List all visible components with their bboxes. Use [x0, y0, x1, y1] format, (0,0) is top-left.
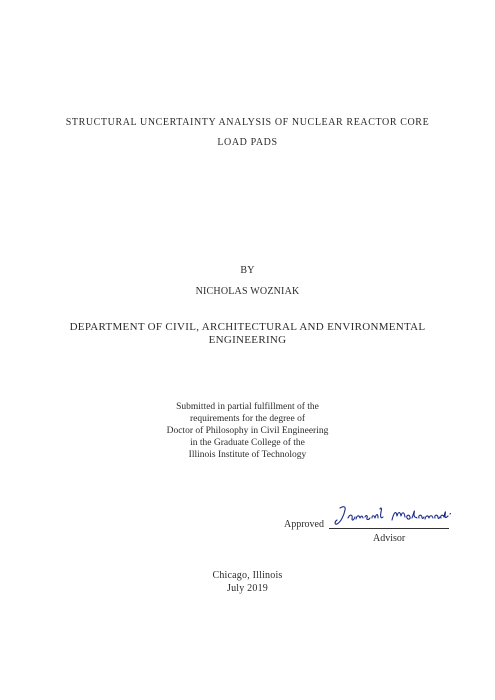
- date: July 2019: [227, 583, 268, 594]
- approval-block: [284, 510, 454, 540]
- advisor-signature: [334, 504, 454, 530]
- thesis-title-line-1: STRUCTURAL UNCERTAINTY ANALYSIS OF NUCLEAR REACTOR CORE: [65, 117, 430, 128]
- by-label: BY: [240, 265, 255, 276]
- signature-line: [329, 528, 449, 529]
- department-line-2: ENGINEERING: [208, 334, 287, 346]
- location: Chicago, Illinois: [212, 570, 283, 581]
- submission-line: Submitted in partial fulfillment of the: [176, 402, 319, 412]
- submission-line: requirements for the degree of: [189, 414, 305, 424]
- submission-line: in the Graduate College of the: [190, 438, 305, 448]
- approved-label: Approved: [284, 519, 324, 530]
- advisor-label: Advisor: [373, 533, 406, 544]
- thesis-title-line-2: LOAD PADS: [217, 137, 278, 148]
- submission-line: Doctor of Philosophy in Civil Engineering: [166, 426, 329, 436]
- submission-line: Illinois Institute of Technology: [188, 450, 307, 460]
- author-name: NICHOLAS WOZNIAK: [195, 286, 300, 297]
- department-line-1: DEPARTMENT OF CIVIL, ARCHITECTURAL AND ENVIRONMENTAL: [69, 321, 426, 333]
